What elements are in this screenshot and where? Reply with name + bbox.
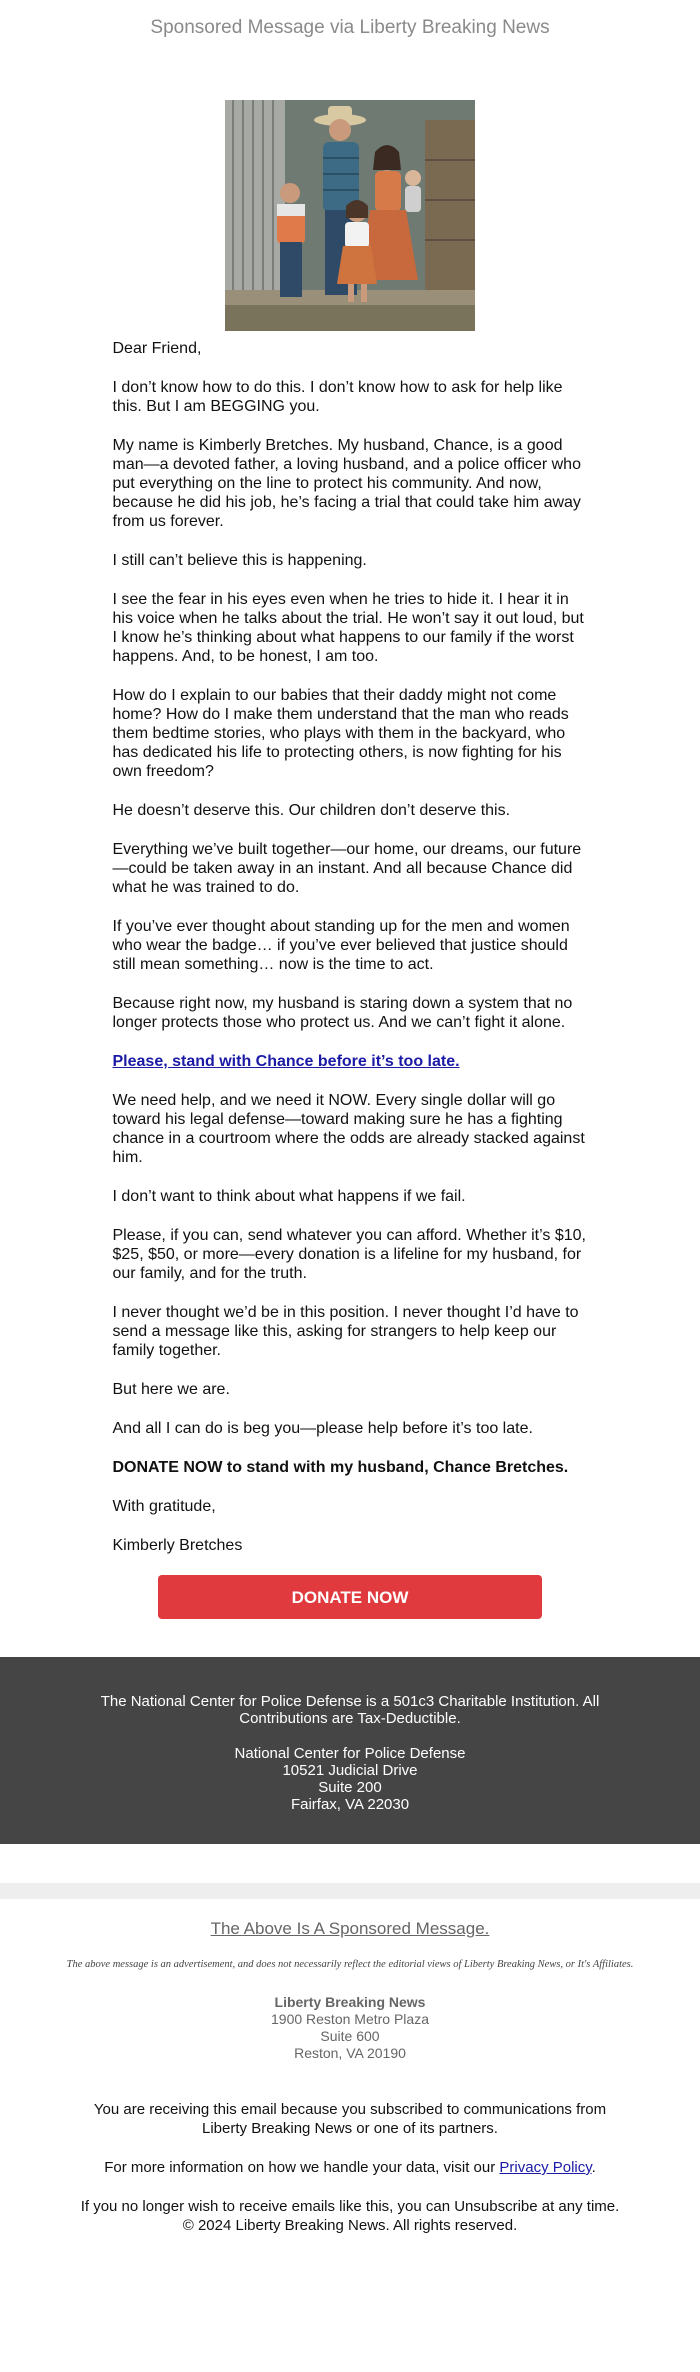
letter-paragraph: I don’t want to think about what happens if we fail. (112, 1188, 466, 1205)
letter-body (113, 331, 588, 1555)
letter-paragraph: I still can’t believe this is happening. (112, 552, 367, 569)
unsubscribe-notice: If you no longer wish to receive emails like this, you can Unsubscribe at any time. (80, 2198, 620, 2215)
letter-paragraph: Please, if you can, send whatever you can afford. Whether it’s $10, $25, $50, or more—every donation is a lifeline for my husband, for our family, and for the truth. (112, 1227, 586, 1282)
letter-paragraph: Everything we’ve built together—our home, our dreams, our future—could be taken away in an instant. And all because Chance did what he was trained to do. (112, 841, 582, 896)
letter-paragraph: My name is Kimberly Bretches. My husband, Chance, is a good man—a devoted father, a loving husband, and a police officer who put everything on the line to protect his community. And now, because he did his job, he’s facing a trial that could take him away from us forever. (112, 437, 581, 530)
org-address-line: National Center for Police Defense (234, 1745, 466, 1762)
org-address (0, 1745, 700, 1813)
advertisement-disclaimer: The above message is an advertisement, and does not necessarily reflect the editorial views of Liberty Breaking News, or It's Affiliates. (66, 1959, 634, 1970)
letter-paragraph: I don’t know how to do this. I don’t know how to ask for help like this. But I am BEGGING you. (112, 379, 563, 415)
legal-footer (0, 2100, 700, 2235)
letter-paragraph: I never thought we’d be in this position. I never thought I’d have to send a message like this, asking for strangers to help keep our family together. (112, 1304, 579, 1359)
privacy-prefix: For more information on how we handle your data, visit our (104, 2159, 500, 2176)
letter-paragraph: I see the fear in his eyes even when he tries to hide it. I hear it in his voice when he talks about the trial. He won’t say it out loud, but I know he’s thinking about what happens to our family if the worst happens. And, to be honest, I am too. (112, 591, 584, 665)
signature: Kimberly Bretches (112, 1537, 243, 1554)
letter-paragraph: If you’ve ever thought about standing up for the men and women who wear the badge… if you’ve ever believed that justice should still mean something… now is the time to act. (112, 918, 570, 973)
family-photo (225, 100, 475, 331)
privacy-suffix: . (591, 2159, 596, 2176)
sponsored-message-title: The Above Is A Sponsored Message. (210, 1919, 490, 1938)
sponsor-header: Sponsored Message via Liberty Breaking News (150, 17, 550, 38)
org-address-line: Suite 200 (318, 1779, 382, 1796)
org-address-line: Fairfax, VA 22030 (290, 1796, 410, 1813)
letter-paragraph: We need help, and we need it NOW. Every single dollar will go toward his legal defense—toward making sure he has a fighting chance in a courtroom where the odds are already stacked against him. (112, 1092, 585, 1166)
org-address-line: 10521 Judicial Drive (282, 1762, 418, 1779)
copyright: © 2024 Liberty Breaking News. All rights reserved. (182, 2217, 518, 2234)
org-footer (0, 1657, 700, 1844)
privacy-notice (70, 2158, 630, 2177)
letter-paragraph: How do I explain to our babies that their daddy might not come home? How do I make them understand that the man who reads them bedtime stories, who plays with them in the backyard, who has dedicated his life to protecting others, is now fighting for his own freedom? (112, 687, 569, 780)
divider-band (0, 1883, 700, 1899)
letter-paragraph: He doesn’t deserve this. Our children don’t deserve this. (112, 802, 511, 819)
subscription-notice: You are receiving this email because you subscribed to communications from Liberty Breaking News or one of its partners. (93, 2101, 607, 2137)
letter-paragraph: And all I can do is beg you—please help before it’s too late. (112, 1420, 533, 1437)
publisher-address-line: Suite 600 (320, 2028, 380, 2044)
closing: With gratitude, (112, 1498, 216, 1515)
letter-paragraph: But here we are. (112, 1381, 230, 1398)
publisher-address-line: Reston, VA 20190 (294, 2045, 406, 2061)
org-disclaimer: The National Center for Police Defense is a 501c3 Charitable Institution. All Contributions are Tax-Deductible. (100, 1693, 600, 1727)
greeting: Dear Friend, (112, 340, 202, 357)
donate-now-button[interactable]: DONATE NOW (158, 1575, 542, 1619)
privacy-policy-link[interactable]: Privacy Policy (499, 2159, 592, 2176)
stand-with-chance-link[interactable]: Please, stand with Chance before it’s too late. (112, 1053, 460, 1070)
publisher-address-line: 1900 Reston Metro Plaza (271, 2011, 429, 2027)
donate-bold-cta: DONATE NOW to stand with my husband, Chance Bretches. (112, 1459, 569, 1476)
letter-paragraph: Because right now, my husband is staring down a system that no longer protects those who protect us. And we can’t fight it alone. (112, 995, 573, 1031)
sponsor-section (0, 1919, 700, 2255)
publisher-name: Liberty Breaking News (274, 1994, 426, 2010)
publisher-address (0, 1994, 700, 2062)
